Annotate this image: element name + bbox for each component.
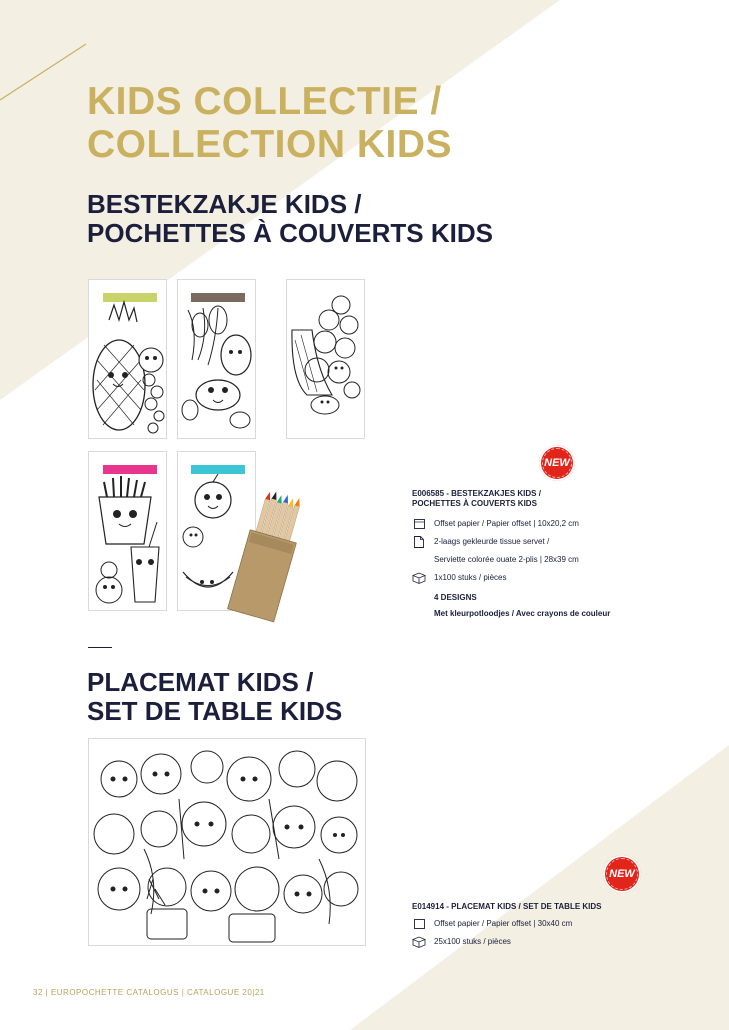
new-badge-section1: NEW [539,445,575,481]
new-badge-section2: NEW [603,855,641,893]
section1-heading: BESTEKZAKJE KIDS / POCHETTES À COUVERTS KIDS [87,189,493,248]
crayons-note: Met kleurpotloodjes / Avec crayons de couleur [434,609,611,618]
paper-sheet-icon [412,518,426,530]
box-icon [412,572,426,584]
product-code-e006585-line2: POCHETTES À COUVERTS KIDS [412,499,537,508]
placemat-image [88,738,366,946]
gold-accent-line [0,0,100,110]
folded-napkin-icon [412,536,426,548]
spec-row-placemat-quantity: 25x100 stuks / pièces [412,933,712,951]
designs-count: 4 DESIGNS [434,593,477,602]
page-footer: 32 | EUROPOCHETTE CATALOGUS | CATALOGUE 20|21 [33,988,265,997]
section-divider [88,647,112,648]
pouch-design-fastfood [88,451,167,611]
page-title: KIDS COLLECTIE / COLLECTION KIDS [87,80,452,166]
crayon-box-image [218,492,318,627]
pouch-design-fruit-basket [286,279,365,439]
spec-row-paper: Offset papier / Papier offset | 10x20,2 cm [412,515,712,533]
product-code-e006585: E006585 - BESTEKZAKJES KIDS / [412,489,541,498]
spec-row-placemat-paper: Offset papier / Papier offset | 30x40 cm [412,915,712,933]
pouch-design-vegetables [177,279,256,439]
box-icon [412,936,426,948]
pouch-design-pineapple [88,279,167,439]
product-code-e014914: E014914 - PLACEMAT KIDS / SET DE TABLE KIDS [412,902,602,911]
paper-sheet-icon [412,918,426,930]
spec-row-napkin-fr: Serviette colorée ouate 2-plis | 28x39 cm [434,555,579,564]
spec-row-quantity: 1x100 stuks / pièces [412,569,712,587]
spec-row-napkin: 2-laags gekleurde tissue servet / [412,533,712,551]
section1-specs [412,489,712,620]
section2-specs [412,902,712,951]
section2-heading: PLACEMAT KIDS / SET DE TABLE KIDS [87,667,343,726]
